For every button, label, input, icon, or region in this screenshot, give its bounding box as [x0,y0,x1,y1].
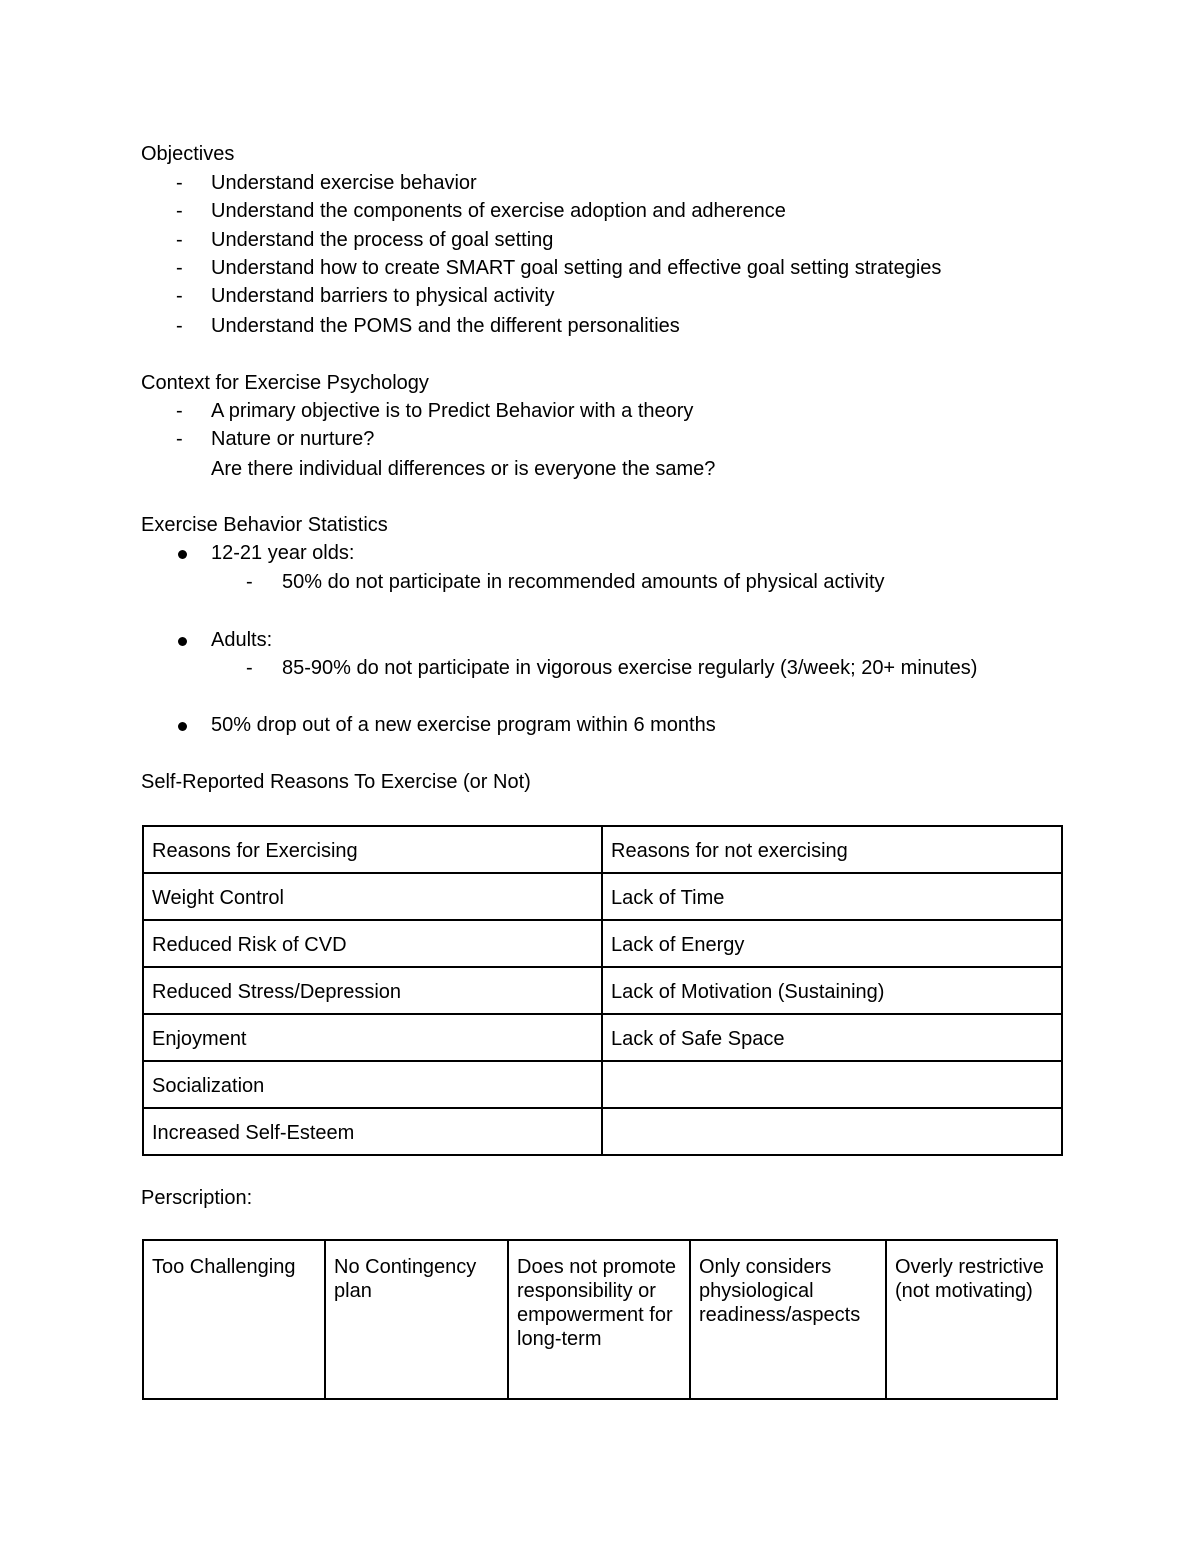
dash-marker: - [176,315,183,337]
table-cell: Lack of Safe Space [602,1014,1062,1061]
table-row [143,1061,1062,1108]
table-row [143,920,1062,967]
context-item: A primary objective is to Predict Behavior with a theory [211,400,694,422]
reasons-heading: Self-Reported Reasons To Exercise (or Not) [141,771,531,793]
objective-item: Understand the POMS and the different personalities [211,315,680,337]
table-cell: Overly restrictive (not motivating) [886,1240,1057,1399]
table-cell: No Contingency plan [325,1240,508,1399]
table-cell: Enjoyment [143,1014,602,1061]
table-cell: Does not promote responsibility or empowerment for long-term [508,1240,690,1399]
table-cell: Increased Self-Esteem [143,1108,602,1155]
table-row [143,1014,1062,1061]
bullet-icon [178,637,187,646]
context-item: Nature or nurture? [211,428,375,450]
dash-marker: - [176,285,183,307]
objective-item: Understand how to create SMART goal setting and effective goal setting strategies [211,257,942,279]
context-heading: Context for Exercise Psychology [141,372,429,394]
statistics-sub-item: 85-90% do not participate in vigorous exercise regularly (3/week; 20+ minutes) [282,657,978,679]
objectives-heading: Objectives [141,143,235,165]
table-row [143,1240,1057,1399]
table-header-row [143,826,1062,873]
objective-item: Understand the components of exercise adoption and adherence [211,200,786,222]
table-cell: Lack of Time [602,873,1062,920]
dash-marker: - [176,257,183,279]
objective-item: Understand barriers to physical activity [211,285,555,307]
prescription-heading: Perscription: [141,1187,253,1209]
table-cell: Lack of Energy [602,920,1062,967]
table-cell [602,1108,1062,1155]
objective-item: Understand the process of goal setting [211,229,554,251]
objective-item: Understand exercise behavior [211,172,477,194]
table-row [143,967,1062,1014]
dash-marker: - [176,428,183,450]
context-continuation: Are there individual differences or is everyone the same? [211,458,716,480]
dash-marker: - [176,229,183,251]
table-cell: Only considers physiological readiness/aspects [690,1240,886,1399]
dash-marker: - [176,400,183,422]
table-cell: Reduced Stress/Depression [143,967,602,1014]
table-cell [602,1061,1062,1108]
table-header-cell: Reasons for not exercising [602,826,1062,873]
reasons-table [142,825,1063,1156]
table-header-cell: Reasons for Exercising [143,826,602,873]
table-cell: Lack of Motivation (Sustaining) [602,967,1062,1014]
table-cell: Socialization [143,1061,602,1108]
dash-marker: - [176,172,183,194]
table-row [143,1108,1062,1155]
statistics-heading: Exercise Behavior Statistics [141,514,388,536]
statistics-group-label: 50% drop out of a new exercise program within 6 months [211,714,716,736]
bullet-icon [178,722,187,731]
prescription-table [142,1239,1058,1400]
dash-marker: - [176,200,183,222]
statistics-group-label: 12-21 year olds: [211,542,355,564]
dash-marker: - [246,657,253,679]
bullet-icon [178,550,187,559]
statistics-sub-item: 50% do not participate in recommended amounts of physical activity [282,571,885,593]
table-row [143,873,1062,920]
table-cell: Too Challenging [143,1240,325,1399]
table-cell: Reduced Risk of CVD [143,920,602,967]
statistics-group-label: Adults: [211,629,273,651]
dash-marker: - [246,571,253,593]
table-cell: Weight Control [143,873,602,920]
